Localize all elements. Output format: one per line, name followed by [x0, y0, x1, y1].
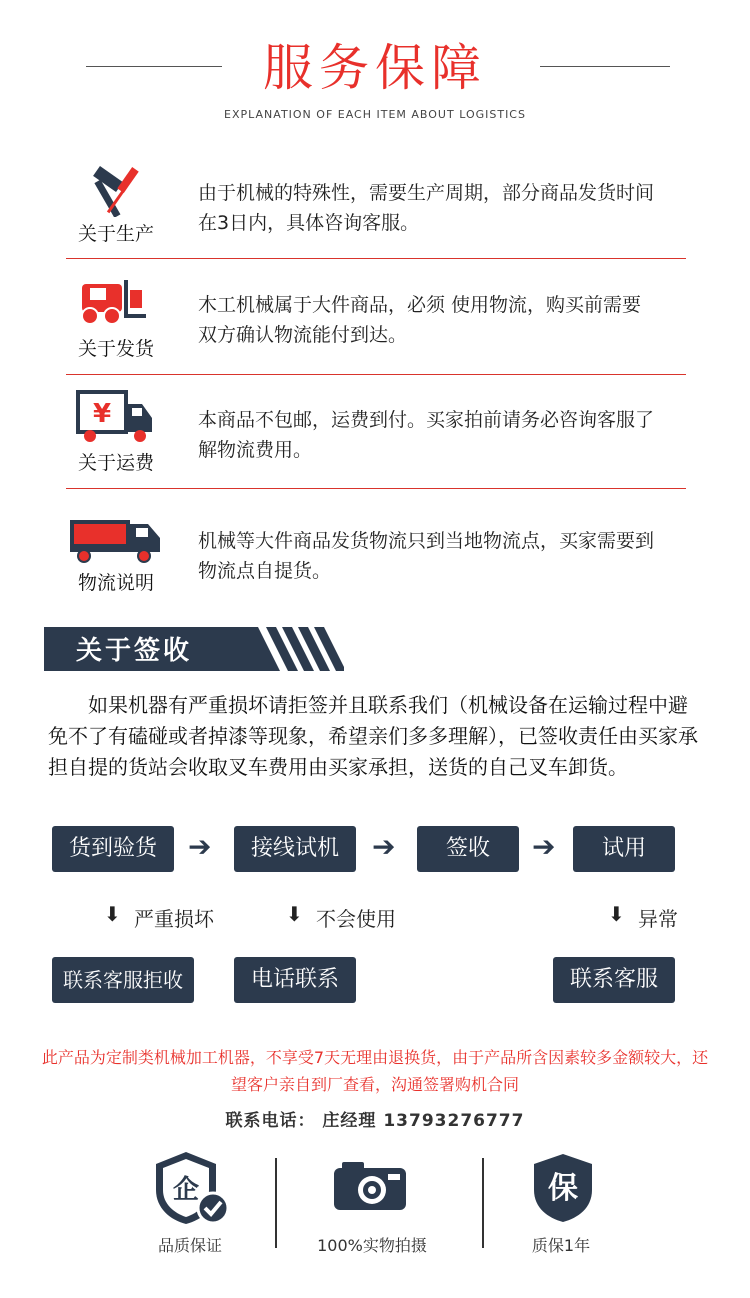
item-label: 关于发货 [77, 338, 154, 360]
signing-paragraph: 如果机器有严重损坏请拒签并且联系我们（机械设备在运输过程中避免不了有磕碰或者掉漆等现象，希望亲们多多理解），已签收责任由买家承担自提的货站会收取叉车费用由买家承担，送货的自己叉车卸货。 [48, 693, 698, 779]
arrow-down-icon: ⬇ [608, 902, 625, 926]
badge-label: 100%实物拍摄 [317, 1236, 427, 1255]
yuan-truck-icon [66, 390, 166, 446]
branch-condition: 异常 [638, 907, 678, 931]
divider [66, 488, 686, 489]
flow-step-sign: 签收 [417, 826, 519, 872]
item-production [66, 165, 686, 255]
flow-step-test: 接线试机 [234, 826, 356, 872]
divider [66, 258, 686, 259]
flow-step-inspect: 货到验货 [52, 826, 174, 872]
quality-shield-icon [152, 1150, 232, 1226]
svg-text:企: 企 [172, 1175, 200, 1205]
arrow-down-icon: ⬇ [286, 902, 303, 926]
badge-label: 品质保证 [157, 1236, 222, 1255]
branch-action-call: 电话联系 [234, 957, 356, 1003]
arrow-right-icon: ➔ [372, 830, 396, 863]
branch-condition: 不会使用 [316, 907, 396, 931]
notice-text: 此产品为定制类机械加工机器，不享受7天无理由退换货，由于产品所含因素较多金额较大，还望客户亲自到厂查看，沟通签署购机合同 [41, 1048, 709, 1094]
branch-condition: 严重损坏 [134, 907, 214, 931]
branch-action-reject: 联系客服拒收 [52, 957, 194, 1003]
arrow-down-icon: ⬇ [104, 902, 121, 926]
arrow-right-icon: ➔ [532, 830, 556, 863]
contact-phone: 联系电话： 庄经理 13793276777 [225, 1111, 525, 1131]
svg-text:¥: ¥ [92, 399, 112, 429]
item-label: 物流说明 [77, 572, 154, 594]
section-title: 关于签收 [76, 636, 193, 666]
item-freight [66, 390, 686, 480]
arrow-right-icon: ➔ [188, 830, 212, 863]
badge-label: 质保1年 [531, 1236, 591, 1255]
item-text: 本商品不包邮，运费到付。买家拍前请务必咨询客服了解物流费用。 [198, 409, 655, 461]
item-label: 关于生产 [77, 223, 154, 245]
hammer-screwdriver-icon [66, 165, 166, 217]
page-title: 服务保障 [263, 39, 487, 97]
forklift-icon [66, 278, 166, 328]
item-logistics [66, 508, 686, 598]
item-shipping [66, 278, 686, 368]
branch-action-support: 联系客服 [553, 957, 675, 1003]
divider [66, 374, 686, 375]
camera-icon [330, 1160, 410, 1212]
svg-text:保: 保 [548, 1171, 578, 1206]
item-text: 机械等大件商品发货物流只到当地物流点，买家需要到物流点自提货。 [198, 530, 655, 582]
item-text: 木工机械属于大件商品，必须 使用物流，购买前需要双方确认物流能付到达。 [198, 294, 642, 346]
item-label: 关于运费 [77, 452, 154, 474]
delivery-truck-icon [66, 514, 166, 564]
warranty-shield-icon [530, 1152, 596, 1224]
item-text: 由于机械的特殊性，需要生产周期，部分商品发货时间在3日内，具体咨询客服。 [198, 182, 655, 234]
flow-step-trial: 试用 [573, 826, 675, 872]
page-subtitle: EXPLANATION OF EACH ITEM ABOUT LOGISTICS [224, 108, 526, 121]
